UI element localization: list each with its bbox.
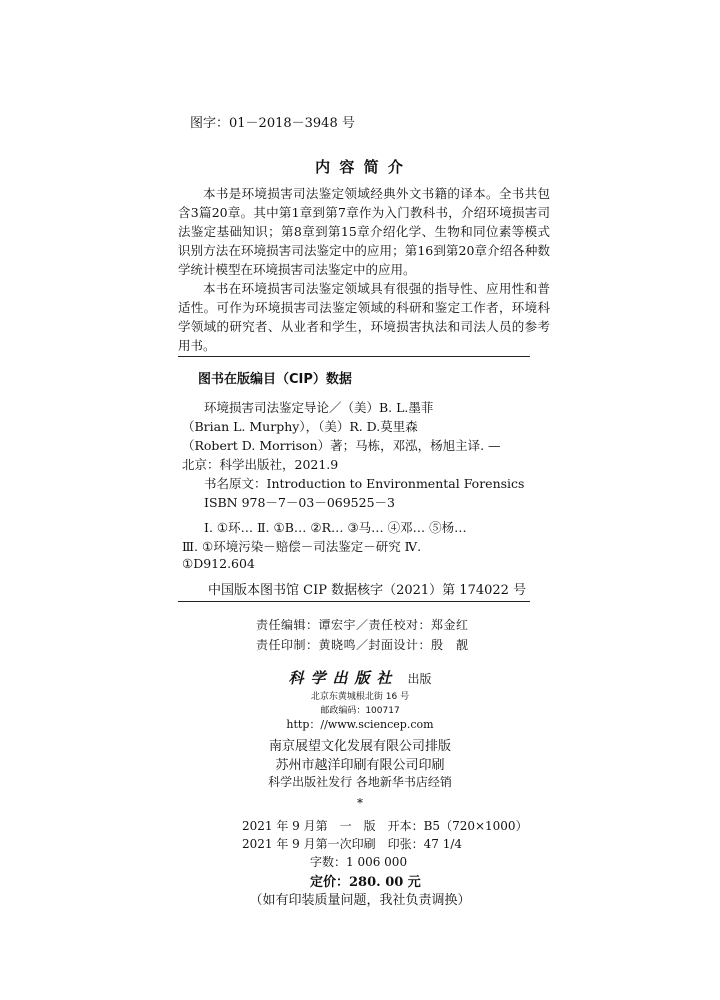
cip-line: （Brian L. Murphy），（美）R. D.莫里森 xyxy=(182,419,418,434)
typesetting-line: 南京展望文化发展有限公司排版 xyxy=(268,739,451,754)
cip-line: Ⅰ. ①环… Ⅱ. ①B… ②R… ③马… ④邓… ⑤杨… xyxy=(204,520,467,535)
summary-paragraph: 本书是环境损害司法鉴定领域经典外文书籍的译本。全书共包含3篇20章。其中第1章到第7章作为入门教科书，介绍环境损害司法鉴定基础知识；第8章到第15章介绍化学、生物和同位素等模式识别方法在环境损害司法鉴定中的应用；第16到第20章介绍各种数学统计模型在环境损害司法鉴定中的应用。 xyxy=(178,186,550,277)
cip-bottom-rule xyxy=(178,601,530,602)
cip-heading: 图书在版编目（CIP）数据 xyxy=(198,372,352,387)
staff-line-editors: 责任编辑：谭宏宇／责任校对：郑金红 xyxy=(256,618,469,632)
summary-title: 内 容 简 介 xyxy=(315,158,405,176)
edition-line: 2021 年 9 月第 一 版 开本：B5（720×1000） xyxy=(242,819,528,833)
price: 定价：280. 00 元 xyxy=(310,875,421,890)
publisher-line xyxy=(0,667,720,688)
summary-body xyxy=(178,184,550,355)
printing-line: 苏州市越洋印刷有限公司印刷 xyxy=(275,758,445,773)
separator-star: * xyxy=(357,796,363,810)
cip-line: ①D912.604 xyxy=(182,556,255,571)
cip-line: 北京：科学出版社，2021.9 xyxy=(182,457,339,472)
cip-line: （Robert D. Morrison）著；马栋，邓泓，杨旭主译. — xyxy=(182,438,501,453)
summary-paragraph: 本书在环境损害司法鉴定领域具有很强的指导性、应用性和普适性。可作为环境损害司法鉴定领域的科研和鉴定工作者，环境科学领域的研究者、从业者和学生，环境损害执法和司法人员的参考用书。 xyxy=(178,281,550,353)
cip-catalog-number: 中国版本图书馆 CIP 数据核字（2021）第 174022 号 xyxy=(208,583,527,598)
cip-line: ISBN 978－7－03－069525－3 xyxy=(204,495,395,510)
staff-line-production: 责任印制：黄晓鸣／封面设计：殷 靓 xyxy=(256,638,469,652)
publisher-postcode: 邮政编码：100717 xyxy=(320,706,400,716)
copyright-registration: 图字：01－2018－3948 号 xyxy=(190,116,355,131)
cip-top-rule xyxy=(178,356,530,357)
publisher-suffix: 出版 xyxy=(407,672,432,686)
quality-notice: （如有印装质量问题，我社负责调换） xyxy=(249,893,471,908)
printing-info-line: 2021 年 9 月第一次印刷 印张：47 1/4 xyxy=(242,837,463,851)
word-count: 字数：1 006 000 xyxy=(310,855,408,869)
cip-line: 环境损害司法鉴定导论／（美）B. L.墨菲 xyxy=(204,400,434,415)
publisher-logo: 科学出版社 xyxy=(288,669,399,687)
publisher-address: 北京东黄城根北街 16 号 xyxy=(310,692,410,702)
distribution-line: 科学出版社发行 各地新华书店经销 xyxy=(268,775,452,789)
cip-line: Ⅲ. ①环境污染－赔偿－司法鉴定－研究 Ⅳ. xyxy=(182,539,422,554)
publisher-url: http：//www.sciencep.com xyxy=(286,718,434,731)
cip-line: 书名原文：Introduction to Environmental Forensics xyxy=(204,476,525,491)
